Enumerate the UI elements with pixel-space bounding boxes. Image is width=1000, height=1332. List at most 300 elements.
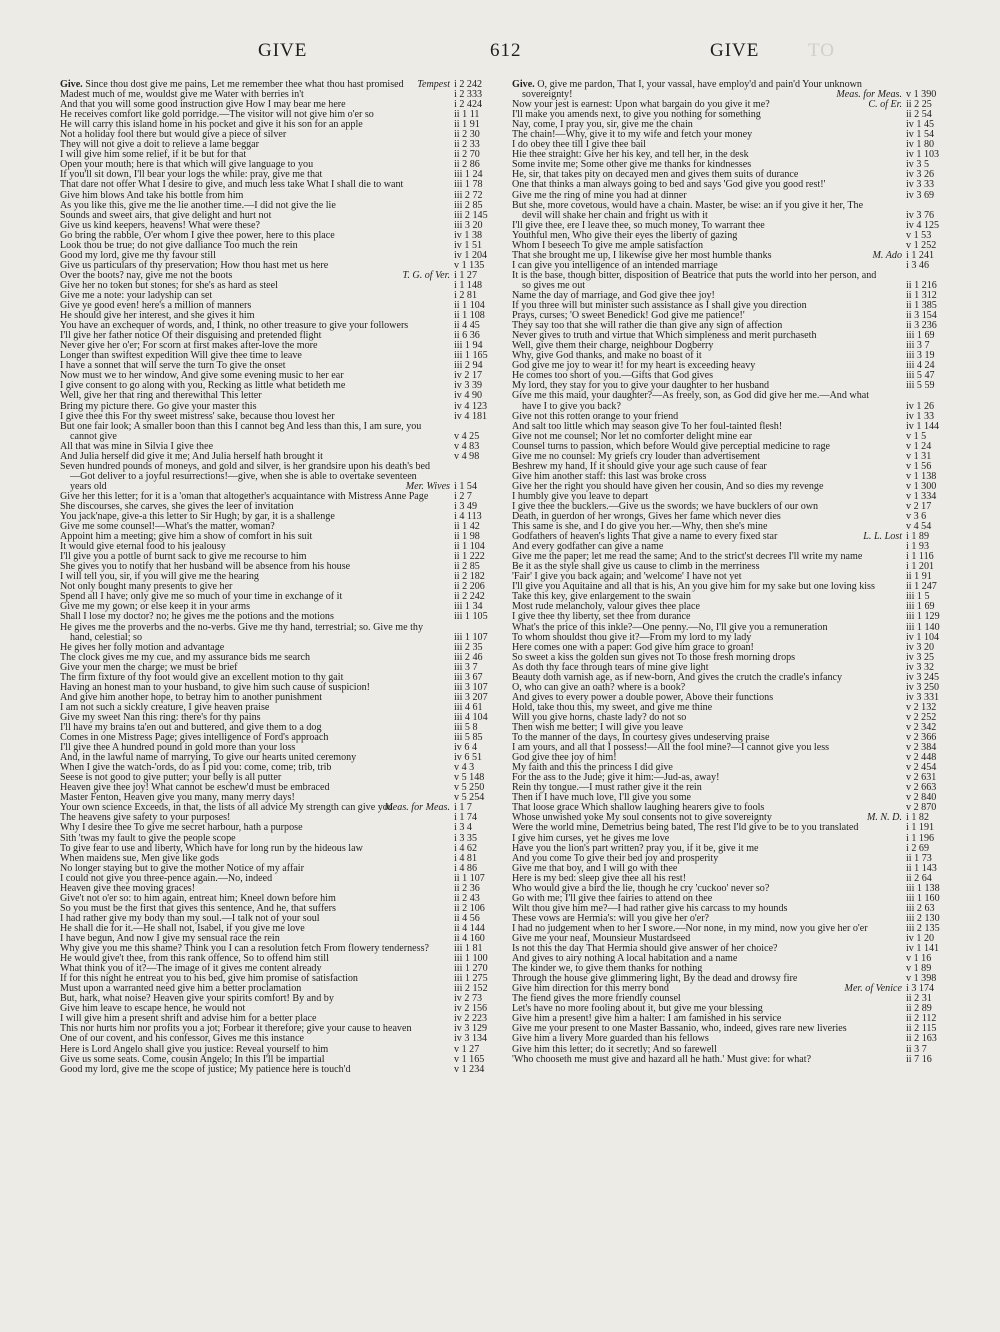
entry-quotation: Having an honest man to your husband, to give him such cause of suspicion! (60, 681, 371, 693)
entry-quotation: You jack'nape, give-a this letter to Sir Hugh; by gar, it is a shallenge (60, 511, 335, 523)
entry-citation (845, 984, 950, 994)
entry-quotation: And gives to every power a double power, Above their functions (512, 691, 774, 703)
act-scene-line: iv 3 250 (906, 681, 940, 693)
act-scene-line: ii 2 31 (906, 993, 932, 1005)
entry-citation (384, 803, 498, 813)
entry-quotation: Appoint him a meeting; give him a show of comfort in his suit (60, 531, 313, 543)
entry-citation (906, 191, 950, 201)
entry-headword: Give. (512, 79, 535, 90)
act-scene-line: ii 1 104 (454, 541, 485, 553)
act-scene-line: v 1 390 (906, 89, 937, 101)
entry-quotation: My lord, they stay for you to give your daughter to her husband (512, 380, 770, 392)
act-scene-line: ii 3 7 (906, 1043, 927, 1055)
act-scene-line: i 2 242 (454, 79, 483, 90)
entry-quotation: Give not me counsel; Nor let no comforter delight mine ear (512, 430, 752, 442)
act-scene-line: v 1 24 (906, 440, 932, 452)
act-scene-line: iv 4 123 (454, 400, 488, 412)
concordance-entry (512, 201, 950, 221)
entry-quotation: Heaven give thee joy! What cannot be eschew'd must be embraced (60, 782, 330, 794)
entry-quotation: Is not this the day That Hermia should give answer of her choice? (512, 943, 778, 955)
act-scene-line: ii 1 11 (454, 109, 480, 121)
act-scene-line: v 2 840 (906, 792, 937, 804)
entry-quotation: And give him another hope, to betray him to another punishment (60, 691, 323, 703)
entry-quotation: Good my lord, give me the scope of justice; My patience here is touch'd (60, 1063, 351, 1075)
act-scene-line: ii 1 216 (906, 279, 937, 291)
entry-quotation: So you must be the first that gives this sentence, And he, that suffers (60, 902, 336, 914)
act-scene-line: iv 4 90 (454, 390, 483, 402)
entry-quotation: If you three will but minister such assistance as I shall give you direction (512, 300, 807, 312)
act-scene-line: iii 1 129 (906, 611, 940, 623)
entry-quotation: 'Who chooseth me must give and hazard all he hath.' Must give: for what? (512, 1053, 812, 1065)
entry-citation (906, 381, 950, 391)
act-scene-line: iv 1 141 (906, 943, 940, 955)
entry-quotation: Whom I beseech To give me ample satisfaction (512, 239, 704, 251)
act-scene-line: iv 3 129 (454, 1023, 488, 1035)
act-scene-line: iv 3 20 (906, 641, 935, 653)
entry-quotation: As doth thy face through tears of mine give light (512, 661, 709, 673)
entry-quotation: I am yours, and all that I possess!—All the fool mine?—I cannot give you less (512, 742, 830, 754)
act-scene-line: iii 1 100 (454, 953, 488, 965)
act-scene-line: ii 2 85 (454, 561, 480, 573)
entry-quotation: Now your jest is earnest: Upon what bargain do you give it me? (512, 99, 770, 111)
act-scene-line: ii 2 112 (906, 1013, 937, 1025)
entry-quotation: And every godfather can give a name (512, 541, 664, 553)
act-scene-line: iii 2 135 (906, 922, 940, 934)
act-scene-line: ii 4 45 (454, 320, 480, 332)
play-abbreviation: Mer. of Venice (844, 983, 902, 995)
entry-quotation: God give me joy to wear it! for my heart is exceeding heavy (512, 360, 756, 372)
entry-quotation: He comes too short of you.—Gifts that God gives (512, 370, 714, 382)
act-scene-line: iv 1 54 (906, 129, 935, 141)
entry-quotation: Give me no counsel: My griefs cry louder than advertisement (512, 450, 761, 462)
act-scene-line: iv 1 144 (906, 420, 940, 432)
act-scene-line: iv 4 181 (454, 410, 488, 422)
act-scene-line: iii 1 160 (906, 892, 940, 904)
entry-quotation: Death, in guerdon of her wrongs, Gives her fame which never dies (512, 511, 781, 523)
entry-quotation: Sith 'twas my fault to give the people scope (60, 832, 236, 844)
entry-quotation: Were the world mine, Demetrius being bated, The rest I'ld give to be to you translated (512, 822, 859, 834)
act-scene-line: i 2 7 (454, 490, 472, 502)
act-scene-line: i 3 174 (906, 983, 935, 995)
entry-quotation: Must upon a warranted need give him a better proclamation (60, 983, 302, 995)
play-abbreviation: Mer. Wives (405, 480, 450, 492)
entry-quotation: Heaven give thee moving graces! (60, 882, 196, 894)
act-scene-line: ii 2 30 (454, 129, 480, 141)
entry-quotation: Give me the ring of mine you had at dinner (512, 189, 687, 201)
entry-quotation: Madest much of me, wouldst give me Water with berries in't (60, 89, 304, 101)
act-scene-line: i 1 201 (906, 561, 935, 573)
play-abbreviation: M. Ado (872, 249, 902, 261)
entry-quotation: That loose grace Which shallow laughing hearers give to fools (512, 802, 765, 814)
entry-citation (906, 180, 950, 190)
act-scene-line: iii 1 24 (454, 169, 483, 181)
entry-quotation: Spend all I have; only give me so much of your time in exchange of it (60, 591, 343, 603)
entry-quotation: Give me my gown; or else keep it in your arms (60, 601, 251, 613)
act-scene-line: iv 2 223 (454, 1013, 488, 1025)
entry-quotation: Master Fenton, Heaven give you many, many merry days! (60, 792, 295, 804)
entry-quotation: They will not give a doit to relieve a lame beggar (60, 139, 260, 151)
entry-quotation: Give him this letter; do it secretly; And so farewell (512, 1043, 717, 1055)
act-scene-line: ii 2 182 (454, 571, 485, 583)
entry-headword: Give. (60, 79, 83, 90)
entry-quotation: Prays, curses; 'O sweet Benedick! God give me patience!' (512, 310, 745, 322)
act-scene-line: ii 2 43 (454, 892, 480, 904)
act-scene-line: v 1 234 (454, 1063, 485, 1075)
act-scene-line: iv 1 80 (906, 139, 935, 151)
concordance-entry (60, 623, 498, 643)
act-scene-line: i 4 86 (454, 862, 477, 874)
act-scene-line: v 2 342 (906, 722, 937, 733)
entry-quotation: Give ye good even! here's a million of manners (60, 300, 252, 312)
entry-quotation: I had rather give my body than my soul.—I talk not of your soul (60, 912, 320, 924)
act-scene-line: iii 2 130 (906, 912, 940, 924)
act-scene-line: v 1 56 (906, 460, 932, 472)
page-number: 612 (490, 40, 522, 61)
act-scene-line: i 1 82 (906, 812, 929, 824)
act-scene-line: iv 3 331 (906, 691, 940, 703)
concordance-entry (512, 391, 950, 411)
entry-quotation: Give me the paper; let me read the same; And to the strict'st decrees I'll write my name (512, 551, 863, 563)
entry-quotation: And gives to airy nothing A local habitation and a name (512, 953, 738, 965)
act-scene-line: iv 1 20 (906, 932, 935, 944)
entry-quotation: I could not give you three-pence again.—No, indeed (60, 872, 273, 884)
act-scene-line: iii 1 5 (906, 591, 930, 603)
entry-quotation: Seese is not good to give putter; your belly is all putter (60, 772, 282, 784)
act-scene-line: v 1 5 (906, 430, 927, 442)
entry-quotation: Nay, come, I pray you, sir, give me the chain (512, 119, 693, 131)
act-scene-line: iv 3 39 (454, 380, 483, 392)
act-scene-line: iii 1 81 (454, 943, 483, 955)
act-scene-line: ii 2 33 (454, 139, 480, 151)
entry-quotation: I will tell you, sir, if you will give me the hearing (60, 571, 259, 583)
concordance-entry (512, 80, 950, 100)
act-scene-line: v 1 53 (906, 229, 932, 241)
act-scene-line: iv 1 204 (454, 249, 488, 261)
act-scene-line: iii 5 8 (454, 722, 478, 733)
act-scene-line: v 1 398 (906, 973, 937, 985)
act-scene-line: ii 2 106 (454, 902, 485, 914)
act-scene-line: i 2 333 (454, 89, 483, 101)
act-scene-line: i 4 62 (454, 842, 477, 854)
concordance-entry (60, 462, 498, 492)
entry-quotation: To give fear to use and liberty, Which have for long run by the hideous law (60, 842, 363, 854)
act-scene-line: iv 3 32 (906, 661, 935, 673)
entry-quotation: I have a sonnet that will serve the turn To give the onset (60, 360, 286, 372)
play-abbreviation: M. N. D. (866, 812, 902, 824)
entry-quotation: The kinder we, to give them thanks for nothing (512, 963, 703, 975)
act-scene-line: iv 1 45 (906, 119, 935, 131)
entry-quotation: To whom shouldst thou give it?—From my lord to my lady (512, 631, 752, 643)
entry-quotation: Give't not o'er so: to him again, entreat him; Kneel down before him (60, 892, 336, 904)
entry-quotation: He shall die for it.—He shall not, Isabel, if you give me love (60, 922, 305, 934)
entry-quotation: I give thee thy liberty, set thee from durance (512, 611, 691, 623)
act-scene-line: i 1 116 (906, 551, 934, 563)
entry-quotation: Not a holiday fool there but would give a piece of silver (60, 129, 287, 141)
act-scene-line: iv 3 5 (906, 159, 929, 171)
entry-quotation: Since thou dost give me pains, Let me remember thee what thou hast promised (85, 79, 404, 90)
act-scene-line: ii 1 108 (454, 310, 485, 322)
act-scene-line: iv 1 104 (906, 631, 940, 643)
entry-quotation: Rein thy tongue.—I must rather give it the rein (512, 782, 702, 794)
entry-quotation: Through the house give glimmering light, By the dead and drowsy fire (512, 973, 798, 985)
entry-quotation: They say too that she will rather die than give any sign of affection (512, 320, 783, 332)
act-scene-line: iv 3 25 (906, 651, 935, 663)
right-running-head: GIVE (710, 40, 760, 61)
act-scene-line: v 2 366 (906, 732, 937, 744)
entry-quotation: She discourses, she carves, she gives the leer of invitation (60, 500, 294, 512)
act-scene-line: i 1 7 (454, 802, 472, 814)
entry-quotation: One of our covent, and his confessor, Gives me this instance (60, 1033, 305, 1045)
entry-quotation: He should give her interest, and she gives it him (60, 310, 255, 322)
entry-quotation: Whose unwished yoke My soul consents not to give sovereignty (512, 812, 772, 824)
entry-quotation: I will give him a present shrift and advise him for a better place (60, 1013, 317, 1025)
entry-citation (454, 1065, 498, 1075)
entry-quotation: Some invite me; Some other give me thanks for kindnesses (512, 159, 752, 171)
entry-quotation: Never gives to truth and virtue that Which simpleness and merit purchaseth (512, 330, 817, 342)
entry-quotation: Give me some counsel!—What's the matter, woman? (60, 521, 275, 533)
act-scene-line: i 2 424 (454, 99, 483, 111)
act-scene-line: ii 1 107 (454, 872, 485, 884)
entry-quotation: My faith and this the princess I did give (512, 762, 673, 774)
act-scene-line: iii 2 72 (454, 189, 483, 201)
act-scene-line: i 1 27 (454, 269, 477, 281)
act-scene-line: v 1 138 (906, 470, 937, 482)
entry-quotation: The chain!—Why, give it to my wife and fetch your money (512, 129, 753, 141)
entry-quotation: Give her no token but stones; for she's as hard as steel (60, 279, 278, 291)
act-scene-line: iii 5 59 (906, 380, 935, 392)
entry-quotation: I do obey thee till I give thee bail (512, 139, 646, 151)
act-scene-line: v 1 252 (906, 239, 937, 251)
entry-quotation: Go with me; I'll give thee fairies to attend on thee (512, 892, 713, 904)
entry-quotation: Give my sweet Nan this ring: there's for thy pains (60, 711, 261, 723)
act-scene-line: i 1 148 (454, 279, 483, 291)
entry-quotation: He would give't thee, from this rank offence, So to offend him still (60, 953, 329, 965)
entry-quotation: When maidens sue, Men give like gods (60, 852, 219, 864)
entry-quotation: Will you give horns, chaste lady? do not so (512, 711, 687, 723)
act-scene-line: iii 2 85 (454, 199, 483, 211)
entry-quotation: I have begun, And now I give my sensual race the rein (60, 932, 280, 944)
entry-quotation: Why give you me this shame? Think you I can a resolution fetch From flowery tenderness? (60, 943, 429, 955)
entry-quotation: He gives me the proverbs and the no-verbs. Give me thy hand, terrestrial; so. Give me thy hand, celestial; so (60, 621, 423, 643)
act-scene-line: v 2 132 (906, 701, 937, 713)
act-scene-line: iii 1 138 (906, 882, 940, 894)
act-scene-line: v 2 870 (906, 802, 937, 814)
entry-quotation: Give me that boy, and I will go with thee (512, 862, 678, 874)
entry-quotation: I'll make you amends next, to give you nothing for something (512, 109, 761, 121)
entry-quotation: I humbly give you leave to depart (512, 490, 649, 502)
entry-quotation: Well, give them their charge, neighbour Dogberry (512, 340, 714, 352)
entry-citation (906, 261, 950, 271)
act-scene-line: iv 3 69 (906, 189, 935, 201)
act-scene-line: ii 6 36 (454, 330, 480, 342)
act-scene-line: iv 2 17 (454, 370, 483, 382)
act-scene-line: v 4 98 (454, 450, 480, 462)
act-scene-line: v 5 254 (454, 792, 485, 804)
act-scene-line: iv 6 51 (454, 752, 483, 764)
act-scene-line: ii 2 64 (906, 872, 932, 884)
entry-quotation: I give consent to go along with you, Recking as little what betideth me (60, 380, 346, 392)
act-scene-line: ii 1 73 (906, 852, 932, 864)
entry-quotation: God give thee joy of him! (512, 752, 617, 764)
left-running-head: GIVE (258, 40, 308, 61)
entry-quotation: The clock gives me my cue, and my assurance bids me search (60, 651, 311, 663)
act-scene-line: iii 3 107 (454, 681, 488, 693)
left-column (60, 80, 498, 1075)
act-scene-line: iii 3 20 (454, 219, 483, 231)
entry-quotation: Now must we to her window, And give some evening music to her ear (60, 370, 344, 382)
act-scene-line: ii 1 98 (454, 531, 480, 543)
entry-quotation: He receives comfort like gold porridge.—The visitor will not give him o'er so (60, 109, 374, 121)
act-scene-line: v 1 165 (454, 1053, 485, 1065)
act-scene-line: ii 1 91 (906, 571, 932, 583)
act-scene-line: iii 1 275 (454, 973, 488, 985)
act-scene-line: i 1 93 (906, 541, 929, 553)
act-scene-line: iv 3 26 (906, 169, 935, 181)
entry-quotation: Be it as the style shall give us cause to climb in the merriness (512, 561, 760, 573)
act-scene-line: iv 3 33 (906, 179, 935, 191)
act-scene-line: iii 2 63 (906, 902, 935, 914)
act-scene-line: iii 3 67 (454, 671, 483, 683)
entry-quotation: Give him direction for this merry bond (512, 983, 669, 995)
entry-citation (454, 823, 498, 833)
entry-quotation: And that you will some good instruction give How I may bear me here (60, 99, 346, 111)
entry-quotation: If you'll sit down, I'll bear your logs the while: pray, give me that (60, 169, 323, 181)
entry-quotation: Go bring the rabble, O'er whom I give thee power, here to this place (60, 229, 335, 241)
entry-quotation: Beauty doth varnish age, as if new-born, And gives the crutch the cradle's infancy (512, 671, 843, 683)
right-column (512, 80, 950, 1065)
act-scene-line: v 2 454 (906, 762, 937, 774)
entry-quotation: Give him a present! give him a halter: I am famished in his service (512, 1013, 782, 1025)
act-scene-line: i 2 69 (906, 842, 929, 854)
entry-quotation: Hie thee straight: Give her his key, and tell her, in the desk (512, 149, 749, 161)
entry-citation (454, 412, 498, 422)
play-abbreviation: C. of Er. (868, 99, 902, 111)
act-scene-line: iii 1 69 (906, 601, 935, 613)
entry-quotation: Give him blows And take his bottle from him (60, 189, 244, 201)
entry-citation (403, 271, 498, 281)
entry-quotation: These vows are Hermia's: will you give her o'er? (512, 912, 710, 924)
play-abbreviation: Meas. for Meas. (384, 802, 450, 814)
entry-quotation: O, who can give an oath? where is a book? (512, 681, 686, 693)
act-scene-line: iii 2 94 (454, 360, 483, 372)
act-scene-line: ii 4 56 (454, 912, 480, 924)
act-scene-line: ii 4 144 (454, 922, 485, 934)
act-scene-line: v 4 25 (454, 430, 480, 442)
act-scene-line: ii 1 247 (906, 581, 937, 593)
entry-quotation: Then if I have much love, I'll give you some (512, 792, 691, 804)
entry-quotation: Look thou be true; do not give dalliance Too much the rein (60, 239, 298, 251)
entry-citation (906, 1055, 950, 1065)
entry-quotation: She gives you to notify that her husband will be absence from his house (60, 561, 351, 573)
entry-quotation: O, give me pardon, That I, your vassal, have employ'd and pain'd Your unknown sovereignty! (522, 79, 862, 101)
entry-quotation: This same is she, and I do give you her.—Why, then she's mine (512, 521, 768, 533)
act-scene-line: v 5 148 (454, 772, 485, 784)
entry-quotation: No longer staying but to give the mother Notice of my affair (60, 862, 304, 874)
act-scene-line: iii 2 46 (454, 651, 483, 663)
act-scene-line: ii 2 206 (454, 581, 485, 593)
entry-quotation: I am not such a sickly creature, I give heaven praise (60, 701, 270, 713)
entry-quotation: Over the boots? nay, give me not the boots (60, 269, 233, 281)
act-scene-line: v 5 250 (454, 782, 485, 794)
entry-quotation: When I give the watch-'ords, do as I pid you: come, come; trib, trib (60, 762, 332, 774)
act-scene-line: i 1 196 (906, 832, 935, 844)
entry-quotation: And Julia herself did give it me; And Julia herself hath brought it (60, 450, 323, 462)
entry-quotation: Not only bought many presents to give her (60, 581, 233, 593)
act-scene-line: v 1 16 (906, 953, 932, 965)
act-scene-line: ii 1 312 (906, 289, 937, 301)
act-scene-line: iii 1 105 (454, 611, 488, 623)
entry-quotation: Give her this letter; for it is a 'oman that altogether's acquaintance with Mistress Anne Page (60, 490, 429, 502)
entry-quotation: Give us kind keepers, heavens! What were these? (60, 219, 260, 231)
act-scene-line: iv 1 103 (906, 149, 940, 161)
act-scene-line: iv 2 156 (454, 1003, 488, 1015)
act-scene-line: v 1 300 (906, 480, 937, 492)
act-scene-line: v 4 54 (906, 521, 932, 533)
entry-quotation: Your own science Exceeds, in that, the lists of all advice My strength can give you (60, 802, 393, 814)
act-scene-line: ii 4 160 (454, 932, 485, 944)
act-scene-line: ii 2 25 (906, 99, 932, 111)
entry-quotation: I'll give her father notice Of their disguising and pretended flight (60, 330, 322, 342)
act-scene-line: iii 2 35 (454, 641, 483, 653)
entry-quotation: Here comes one with a paper: God give him grace to groan! (512, 641, 754, 653)
act-scene-line: ii 7 16 (906, 1053, 932, 1065)
act-scene-line: iii 3 7 (454, 661, 478, 673)
entry-quotation: Comes in one Mistress Page; gives intelligence of Ford's approach (60, 732, 329, 744)
act-scene-line: i 1 74 (454, 812, 477, 824)
entry-quotation: The firm fixture of thy foot would give an excellent motion to thy gait (60, 671, 344, 683)
act-scene-line: ii 1 104 (454, 300, 485, 312)
entry-quotation: But she, more covetous, would have a chain. Master, be wise: an if you give it her, The devil will shake her chain and fright us with it (512, 199, 864, 221)
act-scene-line: iii 5 47 (906, 370, 935, 382)
act-scene-line: v 1 27 (454, 1043, 480, 1055)
entry-quotation: Give us particulars of thy preservation; How thou hast met us here (60, 259, 329, 271)
act-scene-line: iii 4 61 (454, 701, 483, 713)
entry-quotation: Youthful men, Who give their eyes the liberty of gazing (512, 229, 738, 241)
entry-quotation: I give thee this For thy sweet mistress' sake, because thou lovest her (60, 410, 335, 422)
entry-quotation: He will carry this island home in his pocket and give it his son for an apple (60, 119, 363, 131)
concordance-entry (60, 1065, 498, 1075)
entry-quotation: I'll give you a pottle of burnt sack to give me recourse to him (60, 551, 307, 563)
act-scene-line: i 3 4 (454, 822, 472, 834)
entry-quotation: Good my lord, give me thy favour still (60, 249, 216, 261)
act-scene-line: v 1 334 (906, 490, 937, 502)
act-scene-line: iv 1 38 (454, 229, 483, 241)
act-scene-line: iii 1 140 (906, 621, 940, 633)
act-scene-line: i 3 35 (454, 832, 477, 844)
concordance-entry (512, 271, 950, 291)
entry-quotation: Give me a note: your ladyship can set (60, 289, 213, 301)
act-scene-line: iii 3 207 (454, 691, 488, 703)
entry-quotation: Never give her o'er; For scorn at first makes after-love the more (60, 340, 318, 352)
entry-quotation: Give not this rotten orange to your friend (512, 410, 679, 422)
entry-citation (454, 391, 498, 401)
entry-quotation: Give us some seats. Come, cousin Angelo; In this I'll be impartial (60, 1053, 325, 1065)
act-scene-line: iv 3 76 (906, 209, 935, 221)
act-scene-line: ii 1 91 (454, 119, 480, 131)
entry-quotation: The fiend gives the more friendly counsel (512, 993, 681, 1005)
act-scene-line: i 2 81 (454, 289, 477, 301)
act-scene-line: ii 1 385 (906, 300, 937, 312)
entry-quotation: Take this key, give enlargement to the swain (512, 591, 691, 603)
act-scene-line: iii 1 107 (454, 631, 488, 643)
act-scene-line: ii 2 89 (906, 1003, 932, 1015)
act-scene-line: v 3 6 (906, 511, 927, 523)
entry-quotation: The heavens give safety to your purposes! (60, 812, 231, 824)
entry-quotation: Open your mouth; here is that which will give language to you (60, 159, 314, 171)
play-abbreviation: Tempest (417, 79, 450, 90)
entry-quotation: But, hark, what noise? Heaven give your spirits comfort! By and by (60, 993, 334, 1005)
entry-citation (454, 452, 498, 462)
